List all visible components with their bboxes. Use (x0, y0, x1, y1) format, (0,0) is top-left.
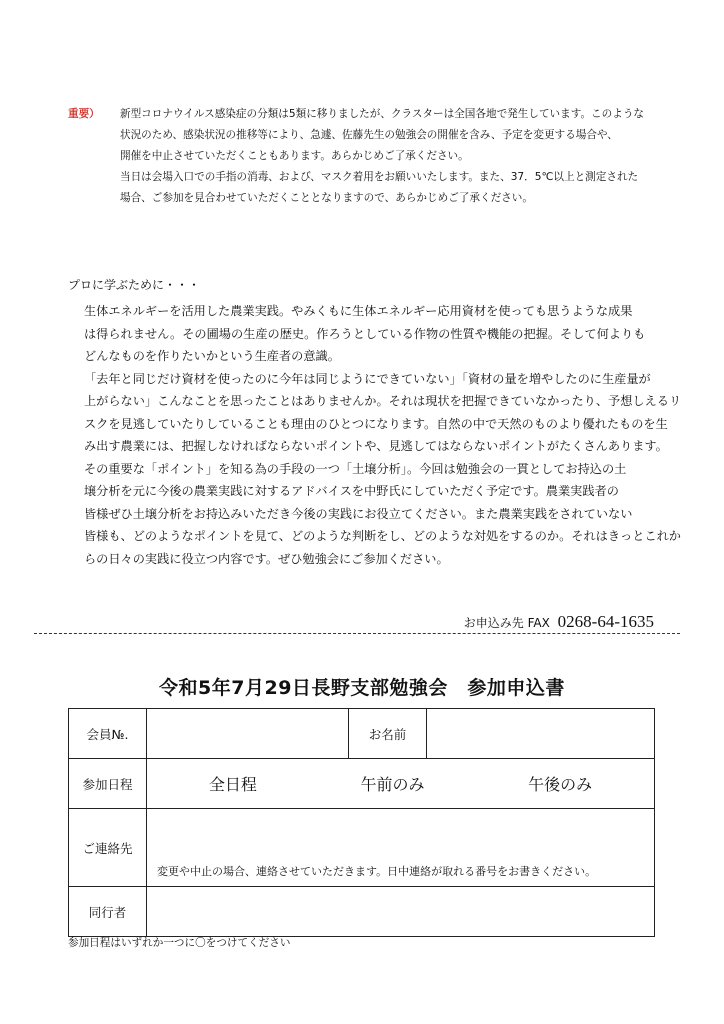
important-label: 重要） (68, 108, 100, 120)
body-line: 上がらない」こんなことを思ったことはありませんか。それは現状を把握できていなかったり、予想しえるリ (84, 394, 682, 408)
notice-line-2: 状況のため、感染状況の推移等により、急遽、佐藤先生の勉強会の開催を含み、予定を変更する場合や、 (120, 129, 618, 141)
footnote: 参加日程はいずれか一つに〇をつけてください (68, 937, 291, 949)
body-line: その重要な「ポイント」を知る為の手段の一つ「土壌分析」。今回は勉強会の一貫としてお持込の土 (84, 461, 627, 476)
body-line: スクを見逃していたりしていることも理由のひとつになります。自然の中で天然のものより優れたものを生 (84, 416, 668, 431)
companion-field[interactable] (147, 887, 655, 937)
notice-line-1: 新型コロナウイルス感染症の分類は5類に移りましたが、クラスターは全国各地で発生しています。このような (120, 108, 645, 120)
cut-line-divider (34, 633, 680, 634)
companion-label: 同行者 (69, 887, 147, 937)
contact-field[interactable] (147, 809, 655, 887)
application-contact (464, 612, 654, 632)
table-row (69, 709, 655, 759)
name-label: お名前 (349, 709, 427, 759)
body-line: み出す農業には、把握しなければならないポイントや、見逃してはならないポイントがたくさんあります。 (84, 439, 668, 453)
body-line: 皆様も、どのようなポイントを見て、どのような判断をし、どのような対処をするのか。それはきっとこれか (84, 529, 681, 543)
body-line: 壌分析を元に今後の農業実践に対するアドバイスを中野氏にしていただく予定です。農業実践者の (84, 484, 619, 498)
name-field[interactable] (427, 709, 655, 759)
table-row (69, 759, 655, 809)
important-notice (68, 104, 668, 209)
table-row (69, 809, 655, 887)
body-line: 皆様ぜひ土壌分析をお持込みいただき今後の実践にお役立てください。また農業実践をされていない (84, 506, 633, 521)
body-line: らの日々の実践に役立つ内容です。ぜひ勉強会にご参加ください。 (84, 551, 449, 566)
notice-line-4: 当日は会場入口での手指の消毒、および、マスク着用をお願いいたします。また、37．5℃以上と測定された (120, 171, 639, 183)
option-afternoon-only[interactable]: 午後のみ (528, 775, 593, 794)
contact-label: ご連絡先 (69, 809, 147, 887)
body-line: どんなものを作りたいかという生産者の意識。 (84, 349, 340, 363)
application-form-table (68, 708, 655, 937)
option-morning-only[interactable]: 午前のみ (360, 775, 425, 794)
option-full-day[interactable]: 全日程 (208, 775, 257, 794)
member-no-label: 会員№. (69, 709, 147, 759)
body-line: は得られません。その圃場の生産の歴史。作ろうとしている作物の性質や機能の把握。そして何よりも (84, 326, 646, 341)
body-paragraph (84, 300, 682, 570)
apply-label: お申込み先 FAX (463, 616, 550, 630)
fax-number: 0268-64-1635 (557, 612, 654, 631)
table-row (69, 887, 655, 937)
intro-heading: プロに学ぶために・・・ (68, 278, 201, 292)
member-no-field[interactable] (147, 709, 349, 759)
contact-note: 変更や中止の場合、連絡させていただきます。日中連絡が取れる番号をお書きください。 (157, 864, 597, 878)
notice-line-3: 開催を中止させていただくこともあります。あらかじめご了承ください。 (120, 150, 469, 162)
date-label: 参加日程 (69, 759, 147, 809)
body-line: 生体エネルギーを活用した農業実践。やみくもに生体エネルギー応用資材を使っても思うような成果 (84, 304, 633, 318)
form-title: 令和5年7月29日長野支部勉強会 参加申込書 (159, 677, 565, 699)
date-options (147, 759, 655, 809)
body-line: 「去年と同じだけ資材を使ったのに今年は同じようにできていない」「資材の量を増やしたのに生産量が (84, 371, 651, 386)
notice-line-5: 場合、ご参加を見合わせていただくこととなりますので、あらかじめご了承ください。 (120, 192, 533, 204)
